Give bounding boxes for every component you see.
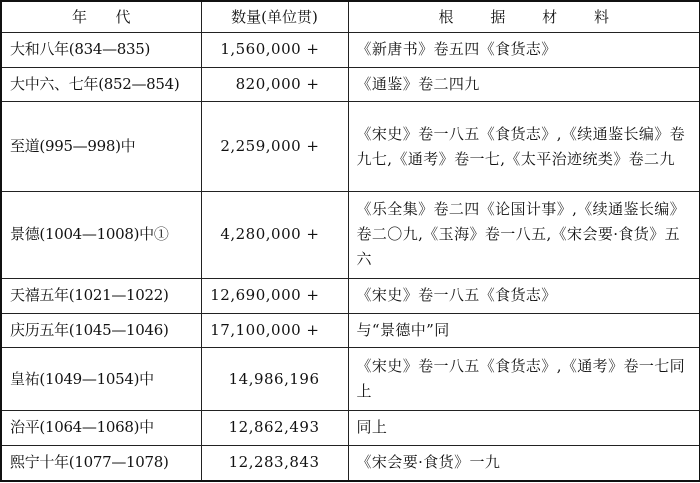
cell-amount: 2,259,000 +: [201, 102, 348, 191]
cell-amount: 4,280,000 +: [201, 191, 348, 278]
cell-amount: 14,986,196: [201, 348, 348, 411]
table-row: [1, 348, 700, 411]
table-row: [1, 445, 700, 481]
cell-period: 皇祐(1049—1054)中: [1, 348, 201, 411]
cell-period: 景德(1004—1008)中①: [1, 191, 201, 278]
cell-amount: 820,000 +: [201, 67, 348, 102]
cell-amount: 17,100,000 +: [201, 313, 348, 348]
header-row: [1, 1, 700, 33]
cell-period: 熙宁十年(1077—1078): [1, 445, 201, 481]
cell-period: 治平(1064—1068)中: [1, 411, 201, 446]
header-period: 年 代: [1, 1, 201, 33]
cell-source: 与“景德中”同: [348, 313, 700, 348]
cell-period: 庆历五年(1045—1046): [1, 313, 201, 348]
cell-period: 大和八年(834—835): [1, 33, 201, 68]
cell-period: 至道(995—998)中: [1, 102, 201, 191]
cell-source: 《新唐书》卷五四《食货志》: [348, 33, 700, 68]
table-row: [1, 191, 700, 278]
table-row: [1, 102, 700, 191]
cell-source: 《通鉴》卷二四九: [348, 67, 700, 102]
cell-source: 《宋史》卷一八五《食货志》,《通考》卷一七同上: [348, 348, 700, 411]
table-row: [1, 33, 700, 68]
cell-amount: 12,862,493: [201, 411, 348, 446]
cell-amount: 1,560,000 +: [201, 33, 348, 68]
cell-source: 《乐全集》卷二四《论国计事》,《续通鉴长编》卷二〇九,《玉海》卷一八五,《宋会要·食货》五六: [348, 191, 700, 278]
table-row: [1, 279, 700, 314]
header-source: 根据材料: [348, 1, 700, 33]
cell-source: 《宋史》卷一八五《食货志》: [348, 279, 700, 314]
cell-source: 《宋史》卷一八五《食货志》,《续通鉴长编》卷九七,《通考》卷一七,《太平治迹统类》卷二九: [348, 102, 700, 191]
header-amount: 数量(单位贯): [201, 1, 348, 33]
cell-source: 《宋会要·食货》一九: [348, 445, 700, 481]
cell-amount: 12,690,000 +: [201, 279, 348, 314]
cell-source: 同上: [348, 411, 700, 446]
cell-amount: 12,283,843: [201, 445, 348, 481]
table-row: [1, 67, 700, 102]
table-row: [1, 411, 700, 446]
cell-period: 大中六、七年(852—854): [1, 67, 201, 102]
table-row: [1, 313, 700, 348]
cell-period: 天禧五年(1021—1022): [1, 279, 201, 314]
